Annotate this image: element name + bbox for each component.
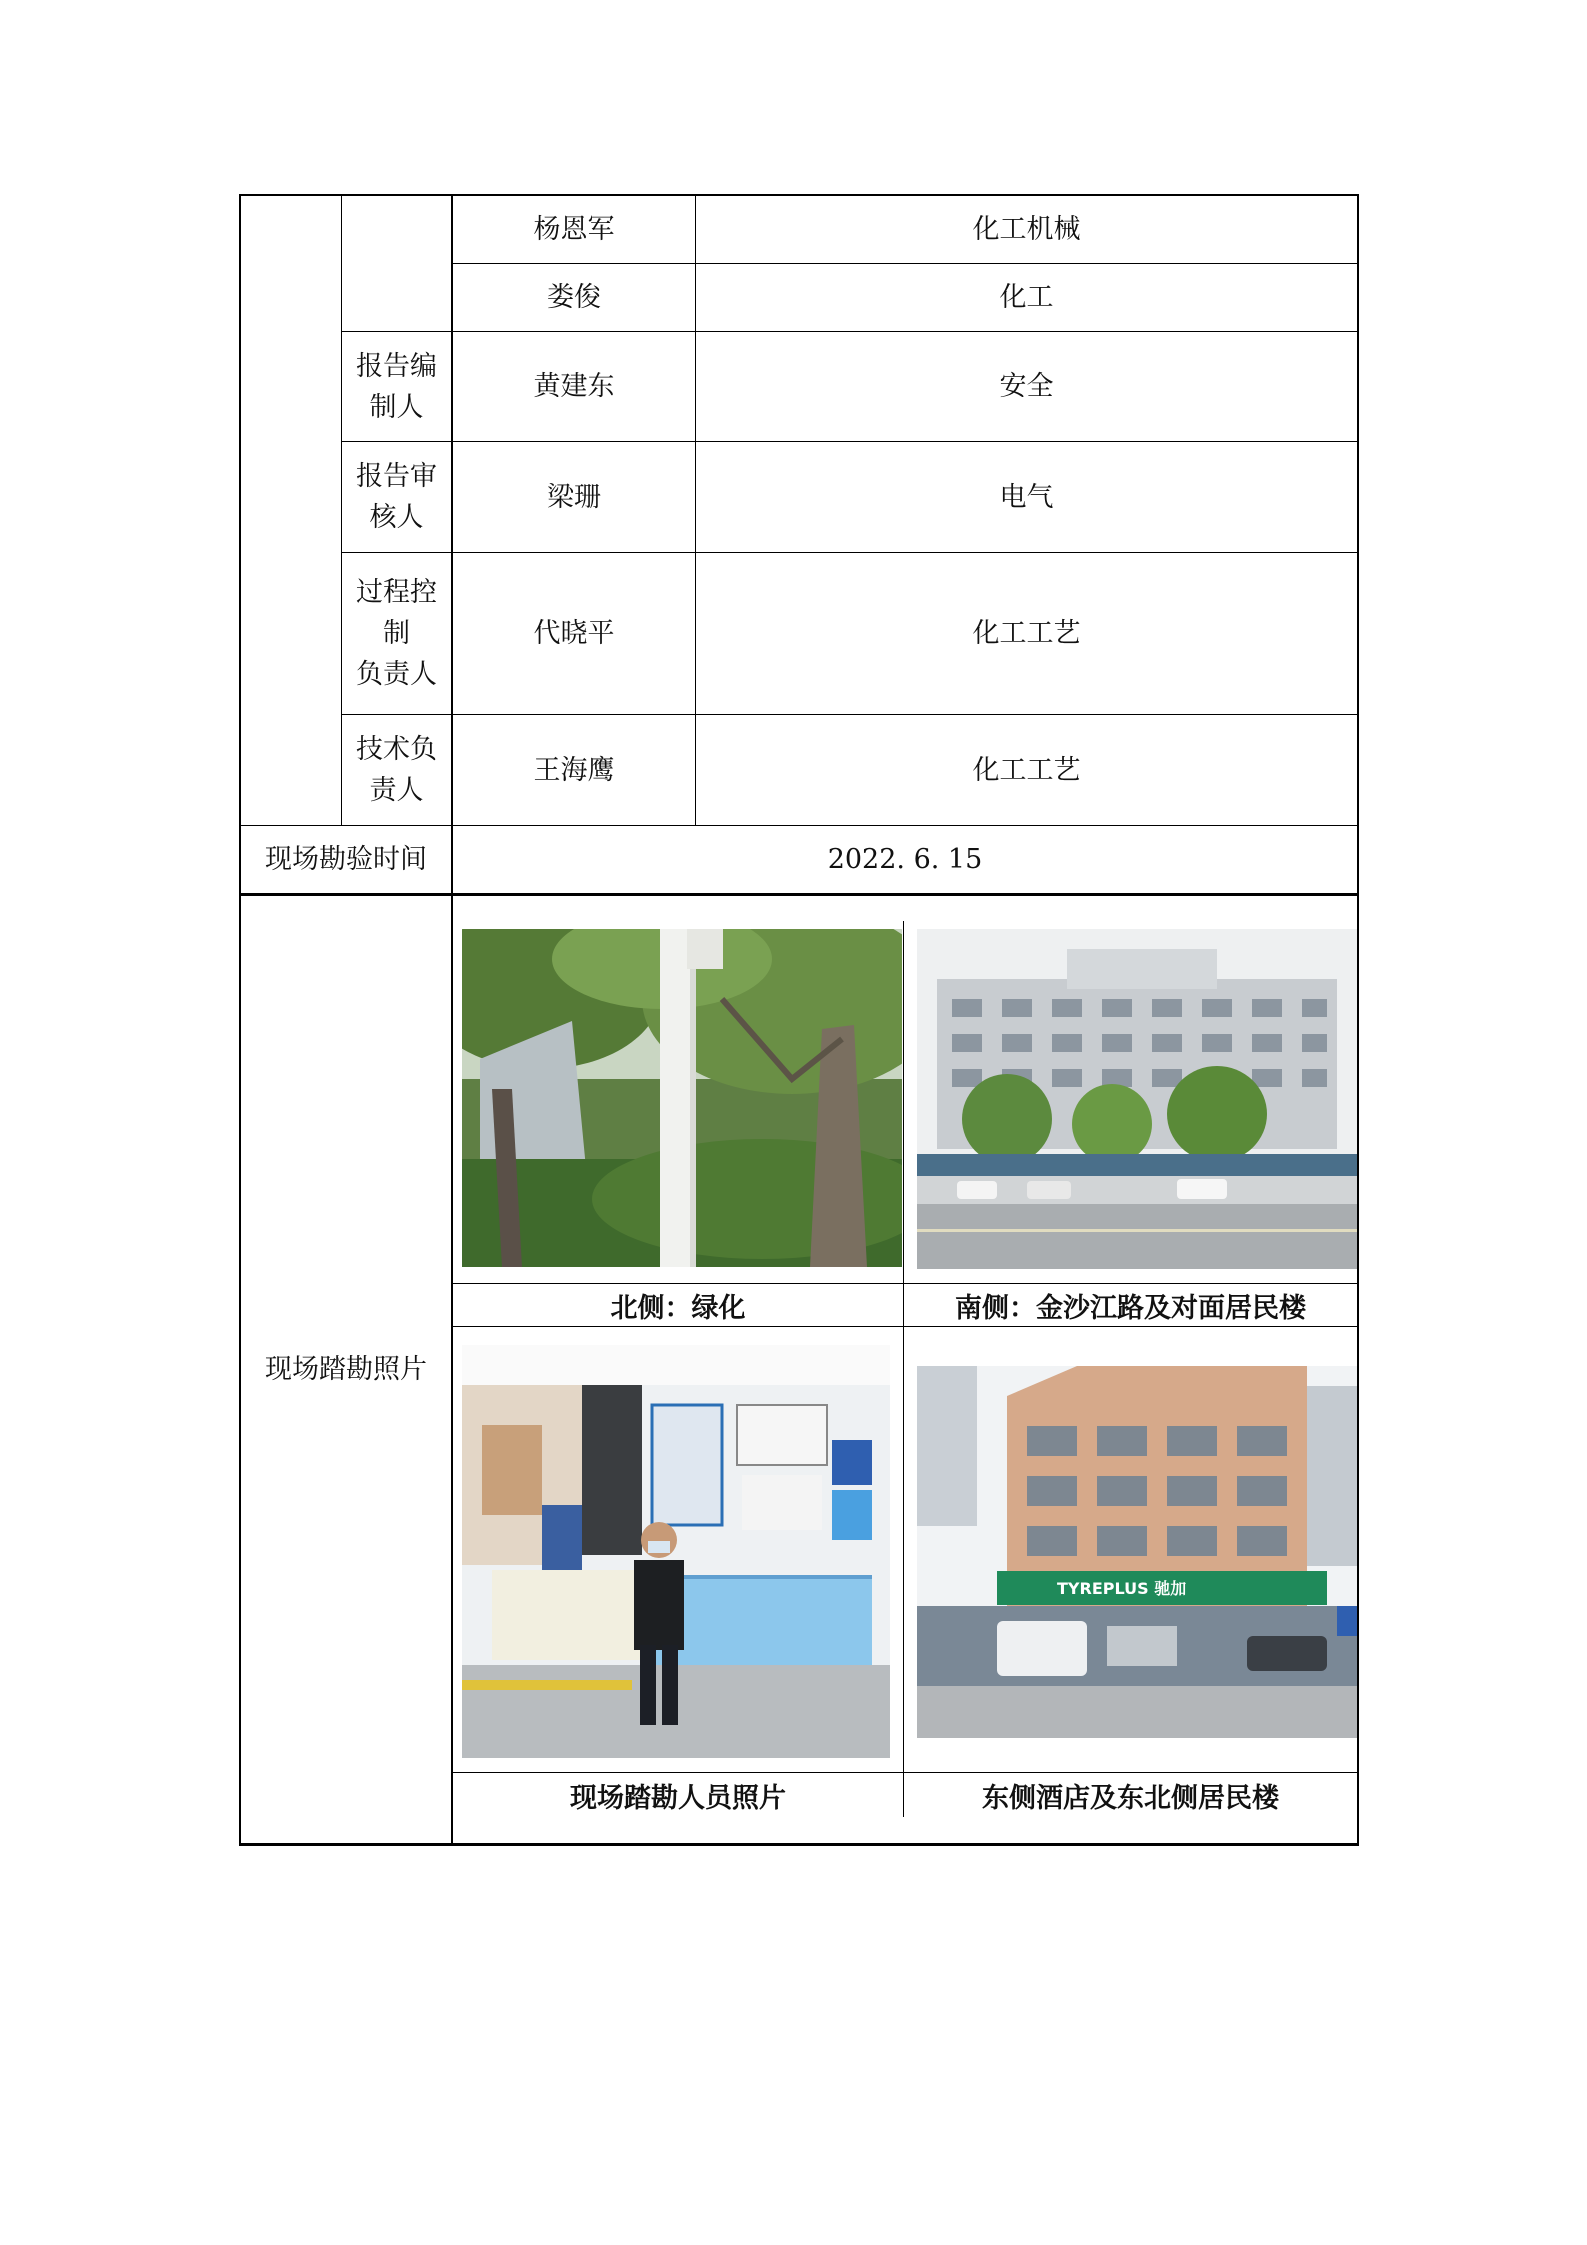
role-label-line: 报告编 — [356, 350, 437, 382]
photo-east-hotel — [917, 1366, 1357, 1738]
greenery-photo-image — [462, 929, 902, 1267]
caption-north: 北侧：绿化 — [610, 1292, 746, 1324]
role-label-technical-lead — [342, 715, 451, 825]
member-name-6: 王海鹰 — [533, 754, 615, 786]
caption-personnel: 现场踏勘人员照片 — [570, 1783, 786, 1814]
road-photo-image — [917, 929, 1357, 1269]
caption-east: 东侧酒店及东北侧居民楼 — [982, 1783, 1279, 1814]
table-border-bottom — [239, 1843, 1359, 1846]
member-name-5: 代晓平 — [533, 618, 615, 649]
role-label-line: 核人 — [369, 502, 424, 533]
photo-grid-h2 — [453, 1326, 1357, 1327]
member-specialty-3: 安全 — [999, 371, 1054, 402]
role-label-report-reviewer — [342, 442, 451, 552]
member-name-1: 杨恩军 — [533, 214, 615, 245]
survey-photos-label: 现场踏勘照片 — [265, 1354, 427, 1385]
member-name-3: 黄建东 — [533, 371, 615, 402]
photo-south-road — [917, 929, 1357, 1269]
role-label-line: 制人 — [369, 391, 424, 423]
member-name-2: 娄俊 — [547, 282, 601, 313]
member-specialty-5: 化工工艺 — [972, 618, 1081, 649]
role-label-line: 制 — [383, 618, 410, 649]
survey-time-value: 2022. 6. 15 — [827, 844, 983, 875]
member-specialty-4: 电气 — [999, 481, 1054, 513]
role-label-line: 报告审 — [356, 461, 437, 492]
hotel-photo-image — [917, 1366, 1357, 1738]
survey-time-label: 现场勘验时间 — [265, 844, 427, 875]
caption-south: 南侧：金沙江路及对面居民楼 — [955, 1292, 1306, 1324]
role-label-line: 过程控 — [356, 577, 437, 608]
storefront-sign: TYREPLUS 驰加 — [1057, 1579, 1187, 1598]
photo-north-greenery — [462, 929, 902, 1267]
role-label-line: 负责人 — [356, 659, 437, 690]
photo-survey-personnel — [462, 1345, 890, 1758]
member-specialty-6: 化工工艺 — [972, 754, 1081, 786]
member-specialty-2: 化工 — [999, 282, 1054, 313]
personnel-photo-image — [462, 1345, 890, 1758]
role-label-report-author — [342, 332, 451, 441]
member-name-4: 梁珊 — [547, 481, 601, 513]
role-label-line: 技术负 — [356, 734, 437, 765]
role-label-process-control — [342, 553, 451, 714]
member-specialty-1: 化工机械 — [972, 214, 1081, 245]
photo-grid-vertical — [903, 921, 904, 1817]
role-label-line: 责人 — [369, 775, 424, 806]
